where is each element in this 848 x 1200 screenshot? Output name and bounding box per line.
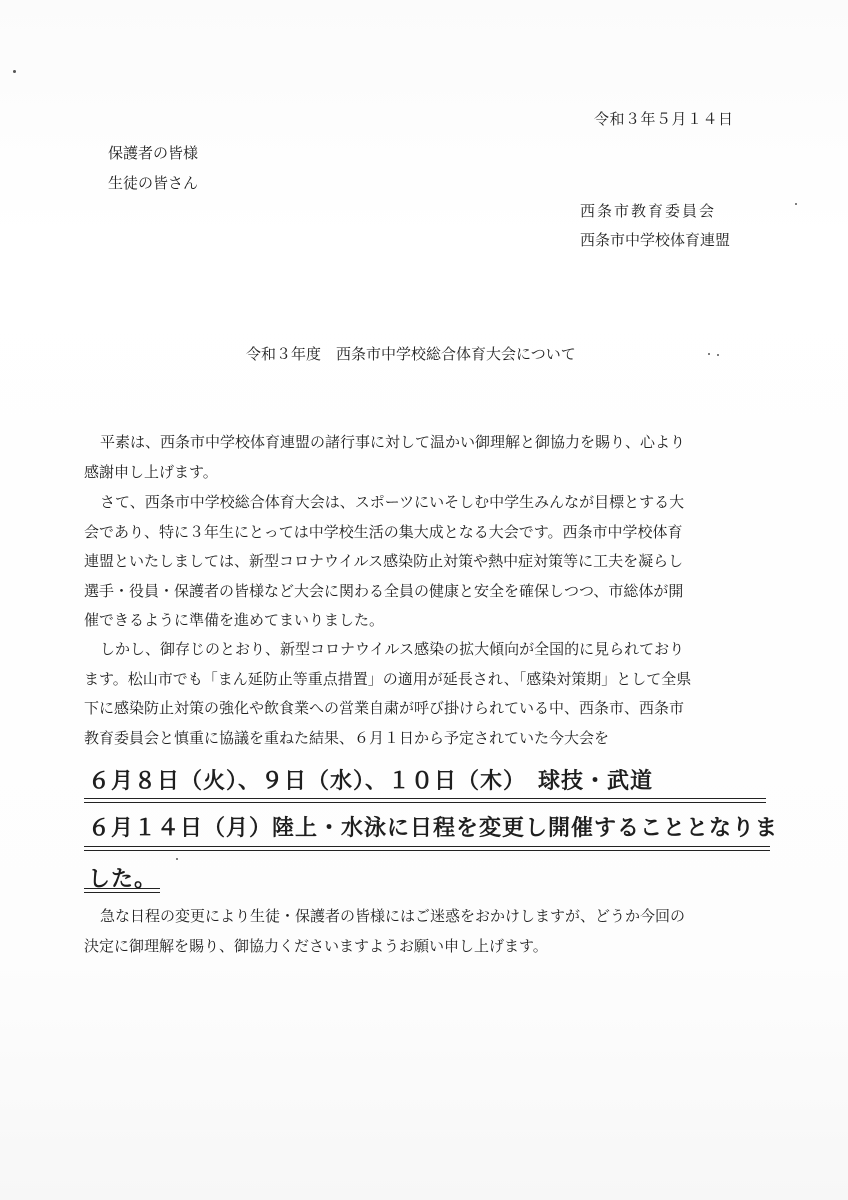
scan-speck	[717, 354, 719, 356]
document-date: 令和３年５月１４日	[594, 110, 734, 128]
text-line: 平素は、西条市中学校体育連盟の諸行事に対して温かい御理解と御協力を賜り、心より	[100, 433, 686, 451]
text-line: 催できるように準備を進めてまいりました。	[84, 611, 385, 629]
text-line: 会であり、特に３年生にとっては中学校生活の集大成となる大会です。西条市中学校体育	[84, 522, 683, 541]
text-line: 感謝申し上げます。	[84, 462, 218, 481]
scan-speck	[176, 858, 178, 860]
text-line: ます。松山市でも「まん延防止等重点措置」の適用が延長され、「感染対策期」として全県	[84, 669, 692, 688]
schedule-highlight-line-1: ６月８日（火）、９日（水）、１０日（木） 球技・武道	[88, 769, 654, 794]
text-line: しかし、御存じのとおり、新型コロナウイルス感染の拡大傾向が全国的に見られており	[100, 640, 685, 658]
double-underline	[84, 888, 160, 893]
document-title: 令和３年度 西条市中学校総合体育大会について	[246, 345, 576, 363]
text-line: さて、西条市中学校総合体育大会は、スポーツにいそしむ中学生みんなが目標とする大	[100, 493, 685, 511]
recipient-parents: 保護者の皆様	[108, 144, 199, 162]
schedule-highlight-line-3: した。	[88, 867, 158, 892]
recipient-students: 生徒の皆さん	[108, 174, 199, 192]
schedule-highlight-line-2: ６月１４日（月）陸上・水泳に日程を変更し開催することとなりま	[88, 816, 779, 841]
scan-speck	[13, 70, 16, 73]
sender-board-of-education: 西条市教育委員会	[580, 202, 717, 220]
text-line: 急な日程の変更により生徒・保護者の皆様にはご迷惑をおかけしますが、どうか今回の	[100, 907, 686, 925]
text-line: 決定に御理解を賜り、御協力くださいますようお願い申し上げます。	[84, 936, 548, 955]
double-underline	[84, 798, 766, 803]
double-underline	[84, 846, 770, 851]
paragraph-background	[84, 488, 684, 636]
text-line: 教育委員会と慎重に協議を重ねた結果、６月１日から予定されていた今大会を	[84, 728, 610, 747]
scan-speck	[708, 353, 710, 355]
text-line: 選手・役員・保護者の皆様など大会に関わる全員の健康と安全を確保しつつ、市総体が開	[84, 581, 684, 600]
paragraph-closing	[84, 902, 685, 961]
text-line: 下に感染防止対策の強化や飲食業への営業自粛が呼び掛けられている中、西条市、西条市	[84, 699, 685, 717]
scan-speck	[795, 203, 797, 205]
text-line: 連盟といたしましては、新型コロナウイルス感染防止対策や熱中症対策等に工夫を凝らし	[84, 552, 684, 570]
paragraph-covid-situation	[84, 635, 691, 753]
sender-athletic-federation: 西条市中学校体育連盟	[580, 231, 731, 249]
paragraph-greeting	[84, 428, 685, 487]
